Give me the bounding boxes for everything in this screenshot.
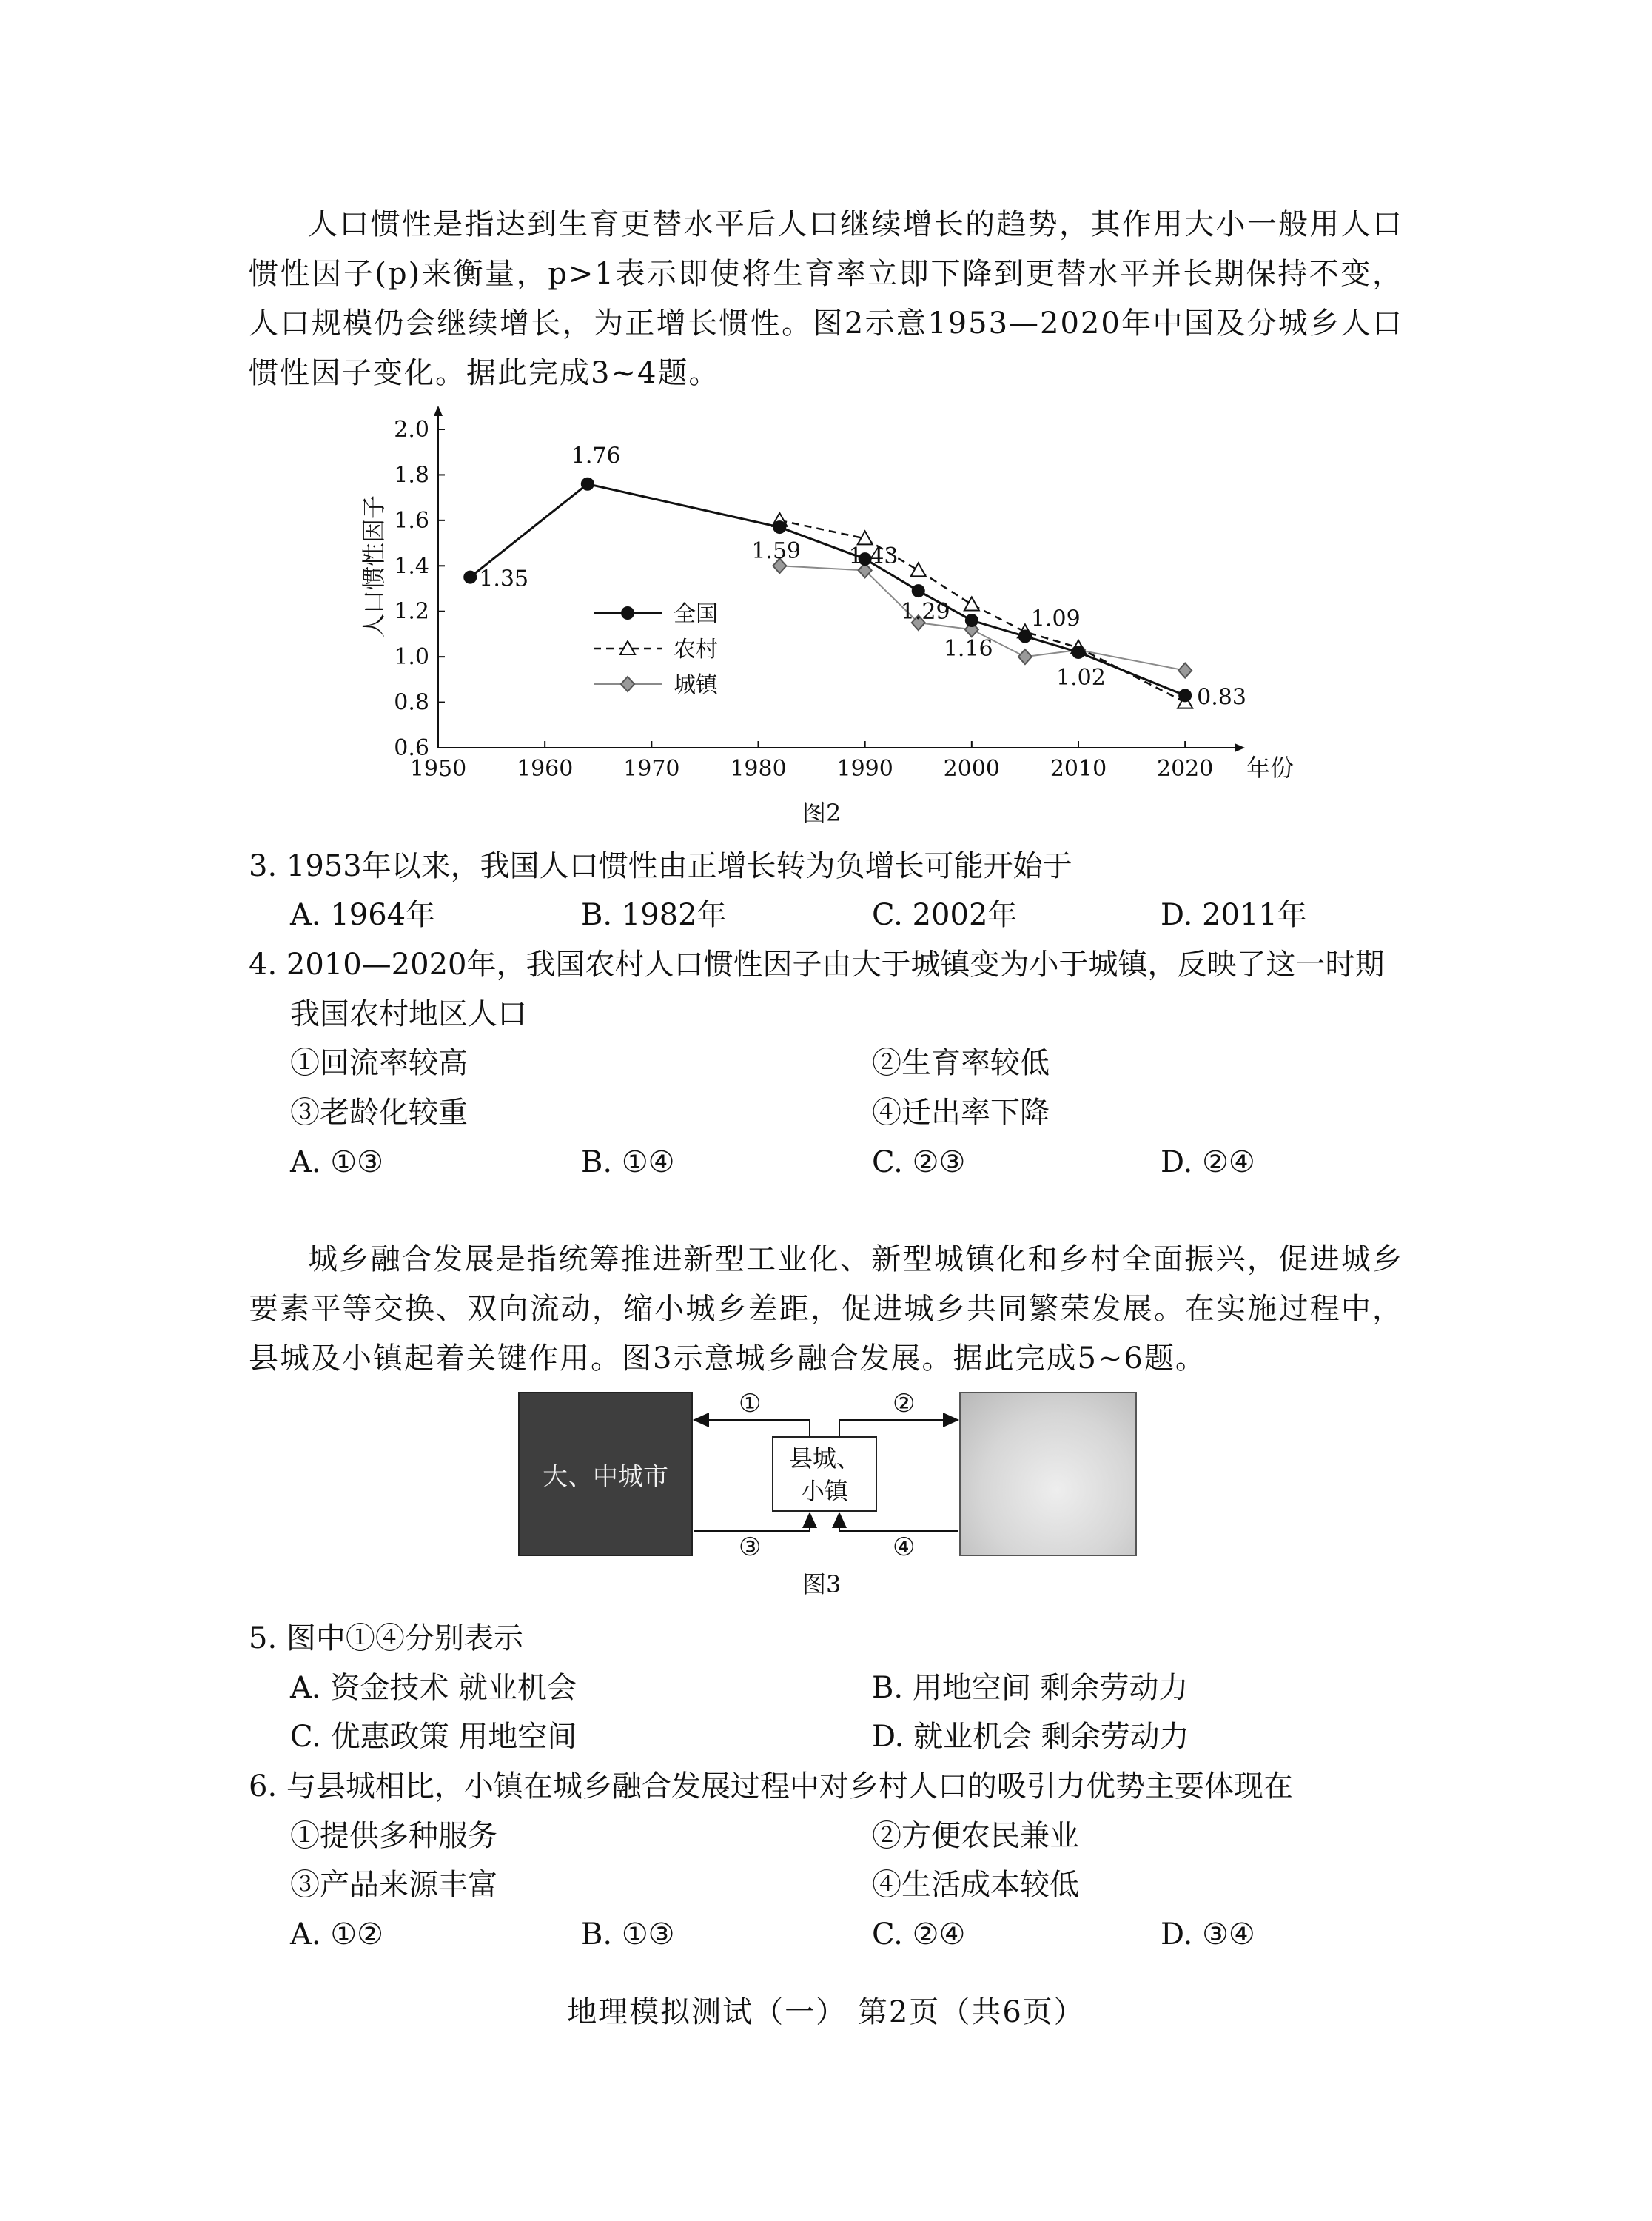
passage-1: 人口惯性是指达到生育更替水平后人口继续增长的趋势，其作用大小一般用人口惯性因子(p)来衡量，p>1表示即使将生育率立即下降到更替水平并长期保持不变，人口规模仍会继续增长，为正增长惯性。图2示意1953—2020年中国及分城乡人口惯性因子变化。据此完成3~4题。	[249, 207, 1403, 390]
q6-option-d: D. ③④	[1161, 1917, 1255, 1952]
series-0-point	[913, 585, 924, 597]
x-tick-label: 1950	[409, 756, 467, 782]
data-label: 1.76	[571, 443, 621, 469]
x-tick-label: 2000	[943, 756, 1001, 782]
data-label: 1.02	[1056, 665, 1106, 691]
series-0-point	[966, 614, 978, 626]
y-tick-label: 1.0	[394, 644, 429, 671]
y-axis-title: 人口惯性因子	[360, 495, 388, 638]
large-medium-city-label: 大、中城市	[543, 1461, 668, 1492]
series-2-point	[1178, 663, 1192, 678]
q4-option-c: C. ②③	[872, 1145, 966, 1179]
legend-marker-2	[621, 677, 634, 691]
legend-label-0: 全国	[674, 601, 718, 627]
legend-label-2: 城镇	[674, 672, 718, 698]
data-label: 1.35	[479, 566, 529, 592]
question-4-stem-cont: 我国农村地区人口	[290, 997, 527, 1031]
series-0-point	[1072, 646, 1084, 658]
arrow-3	[694, 1513, 810, 1531]
arrow-1-label: ①	[739, 1389, 762, 1418]
q5-option-d: D. 就业机会 剩余劳动力	[872, 1720, 1189, 1754]
y-axis-arrow	[434, 406, 443, 416]
y-tick-label: 1.2	[394, 598, 429, 625]
series-1-point	[964, 597, 979, 611]
q4-item-1: ①回流率较高	[290, 1046, 468, 1080]
series-line-0	[470, 484, 1185, 696]
arrow-3-label: ③	[739, 1532, 762, 1562]
q3-option-d: D. 2011年	[1161, 898, 1307, 932]
q3-option-b: B. 1982年	[581, 898, 727, 932]
x-tick-label: 1990	[836, 756, 893, 782]
figure-3-arrows	[518, 1392, 1137, 1556]
y-tick-label: 1.8	[394, 462, 429, 489]
series-0-point	[582, 478, 594, 490]
data-label: 0.83	[1197, 684, 1246, 711]
q4-option-d: D. ②④	[1161, 1145, 1255, 1179]
series-1-point	[911, 563, 926, 576]
q4-item-2: ②生育率较低	[872, 1046, 1050, 1080]
figure-3-diagram	[518, 1389, 1137, 1562]
data-label: 1.29	[900, 599, 950, 626]
y-tick-label: 0.8	[394, 689, 429, 716]
x-tick-label: 1960	[516, 756, 574, 782]
q6-item-2: ②方便农民兼业	[872, 1819, 1079, 1853]
question-4-stem: 4. 2010—2020年，我国农村人口惯性因子由大于城镇变为小于城镇，反映了这一时期	[249, 948, 1385, 982]
q3-option-a: A. 1964年	[290, 898, 436, 932]
q6-item-1: ①提供多种服务	[290, 1819, 497, 1853]
q4-item-4: ④迁出率下降	[872, 1096, 1050, 1130]
passage-2: 城乡融合发展是指统筹推进新型工业化、新型城镇化和乡村全面振兴，促进城乡要素平等交换、双向流动，缩小城乡差距，促进城乡共同繁荣发展。在实施过程中，县城及小镇起着关键作用。图3示意城乡融合发展。据此完成5~6题。	[249, 1242, 1403, 1376]
data-label: 1.16	[943, 636, 993, 662]
arrow-4-label: ④	[893, 1532, 916, 1562]
q6-option-b: B. ①③	[581, 1917, 675, 1952]
q4-option-a: A. ①③	[290, 1145, 384, 1179]
county-town-label-line1: 县城、	[788, 1444, 860, 1473]
question-6-stem: 6. 与县城相比，小镇在城乡融合发展过程中对乡村人口的吸引力优势主要体现在	[249, 1769, 1293, 1803]
x-tick-label: 1970	[623, 756, 680, 782]
y-tick-label: 1.4	[394, 553, 429, 580]
series-0-point	[773, 521, 785, 533]
x-tick-label: 2010	[1050, 756, 1107, 782]
series-2-point	[1018, 649, 1032, 664]
legend-marker-0	[622, 607, 634, 619]
q5-option-b: B. 用地空间 剩余劳动力	[872, 1671, 1189, 1705]
x-axis-title: 年份	[1246, 754, 1295, 782]
arrow-2-label: ②	[893, 1389, 916, 1418]
series-0-point	[1179, 689, 1191, 701]
county-town-label-line2: 小镇	[800, 1477, 848, 1505]
q4-item-3: ③老龄化较重	[290, 1096, 468, 1130]
q6-option-a: A. ①②	[290, 1917, 384, 1952]
page-footer: 地理模拟测试（一） 第2页（共6页）	[567, 1995, 1085, 2029]
figure-3-caption: 图3	[802, 1570, 842, 1598]
figure-2-chart	[348, 403, 1310, 803]
y-tick-label: 0.6	[394, 735, 429, 761]
y-tick-label: 2.0	[394, 417, 429, 443]
series-0-point	[1019, 631, 1031, 643]
q6-item-3: ③产品来源丰富	[290, 1868, 497, 1902]
data-label: 1.09	[1030, 606, 1081, 632]
y-tick-label: 1.6	[394, 507, 429, 534]
question-5-stem: 5. 图中①④分别表示	[249, 1621, 523, 1655]
x-tick-label: 1980	[730, 756, 787, 782]
q4-option-b: B. ①④	[581, 1145, 675, 1179]
data-label: 1.59	[751, 538, 802, 565]
q3-option-c: C. 2002年	[872, 898, 1018, 932]
series-line-1	[779, 520, 1185, 703]
q5-option-c: C. 优惠政策 用地空间	[290, 1720, 577, 1754]
data-label: 1.43	[848, 543, 899, 570]
q5-option-a: A. 资金技术 就业机会	[290, 1671, 577, 1705]
legend-label-1: 农村	[674, 637, 718, 663]
q6-option-c: C. ②④	[872, 1917, 966, 1952]
x-axis-arrow	[1235, 743, 1245, 752]
figure-2-caption: 图2	[802, 799, 842, 827]
q6-item-4: ④生活成本较低	[872, 1868, 1079, 1902]
arrow-2	[839, 1420, 958, 1436]
x-tick-label: 2020	[1156, 756, 1214, 782]
series-0-point	[464, 572, 476, 583]
arrow-4	[839, 1513, 958, 1531]
arrow-1	[694, 1420, 810, 1436]
question-3-stem: 3. 1953年以来，我国人口惯性由正增长转为负增长可能开始于	[249, 849, 1072, 883]
